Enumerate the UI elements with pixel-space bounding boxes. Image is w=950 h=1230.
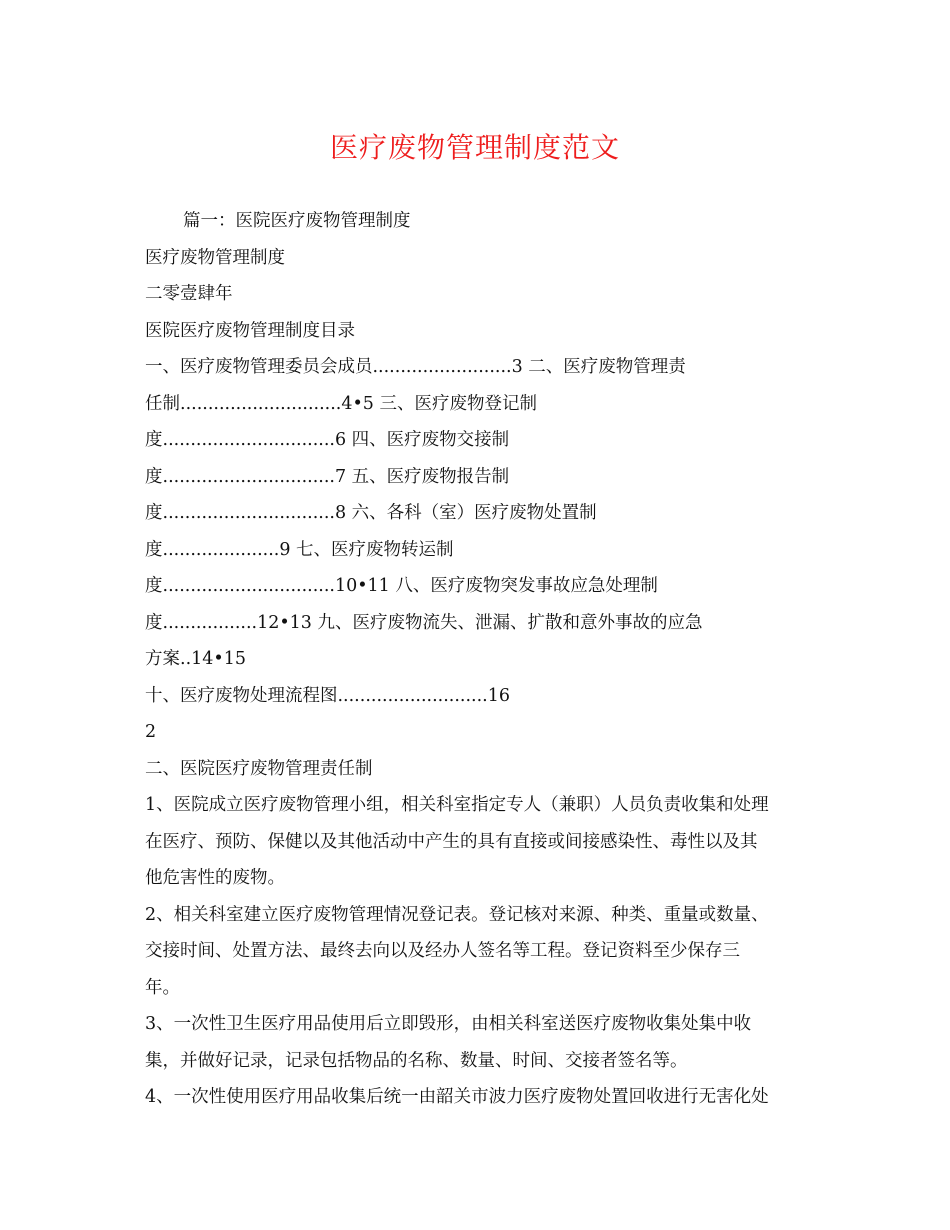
paragraph-line: 他危害性的废物。 (145, 868, 285, 888)
document-title: 医疗废物管理制度范文 (329, 131, 620, 164)
document-body (145, 203, 815, 1116)
paragraph-line: 2、相关科室建立医疗废物管理情况登记表。登记核对来源、种类、重量或数量、 (145, 904, 769, 925)
toc-line: 方案..14•15 (145, 649, 246, 669)
paragraph-line: 4、一次性使用医疗用品收集后统一由韶关市波力医疗废物处置回收进行无害化处 (145, 1087, 769, 1107)
toc-line: 度...............................7 五、医疗废物报告制 (145, 466, 510, 487)
toc-line: 任制.............................4•5 三、医疗废物登记制 (145, 393, 537, 414)
section-heading: 篇一：医院医疗废物管理制度 (183, 211, 411, 231)
text-line: 二零壹肆年 (145, 284, 233, 304)
toc-heading: 医院医疗废物管理制度目录 (145, 320, 355, 341)
toc-line: 度...............................8 六、各科（室）医疗废物处置制 (145, 503, 597, 523)
toc-line: 度.....................9 七、医疗废物转运制 (145, 539, 454, 560)
toc-line: 一、医疗废物管理委员会成员.........................3 二、医疗废物管理责 (145, 357, 686, 377)
paragraph-line: 年。 (145, 977, 180, 998)
paragraph-line: 在医疗、预防、保健以及其他活动中产生的具有直接或间接感染性、毒性以及其 (145, 831, 758, 852)
page-number: 2 (145, 722, 157, 742)
toc-line: 度.................12•13 九、医疗废物流失、泄漏、扩散和意外事故的应急 (145, 612, 703, 633)
paragraph-line: 1、医院成立医疗废物管理小组，相关科室指定专人（兼职）人员负责收集和处理 (145, 795, 769, 815)
toc-line: 度...............................10•11 八、医疗废物突发事故应急处理制 (145, 576, 658, 596)
toc-line: 度...............................6 四、医疗废物交接制 (145, 430, 510, 450)
toc-line: 十、医疗废物处理流程图...........................16 (145, 685, 510, 706)
paragraph-line: 集，并做好记录，记录包括物品的名称、数量、时间、交接者签名等。 (145, 1050, 688, 1071)
text-line: 医疗废物管理制度 (145, 247, 285, 268)
paragraph-line: 交接时间、处置方法、最终去向以及经办人签名等工程。登记资料至少保存三 (145, 941, 740, 961)
section-heading: 二、医院医疗废物管理责任制 (145, 758, 373, 779)
paragraph-line: 3、一次性卫生医疗用品使用后立即毁形，由相关科室送医疗废物收集处集中收 (145, 1014, 752, 1034)
